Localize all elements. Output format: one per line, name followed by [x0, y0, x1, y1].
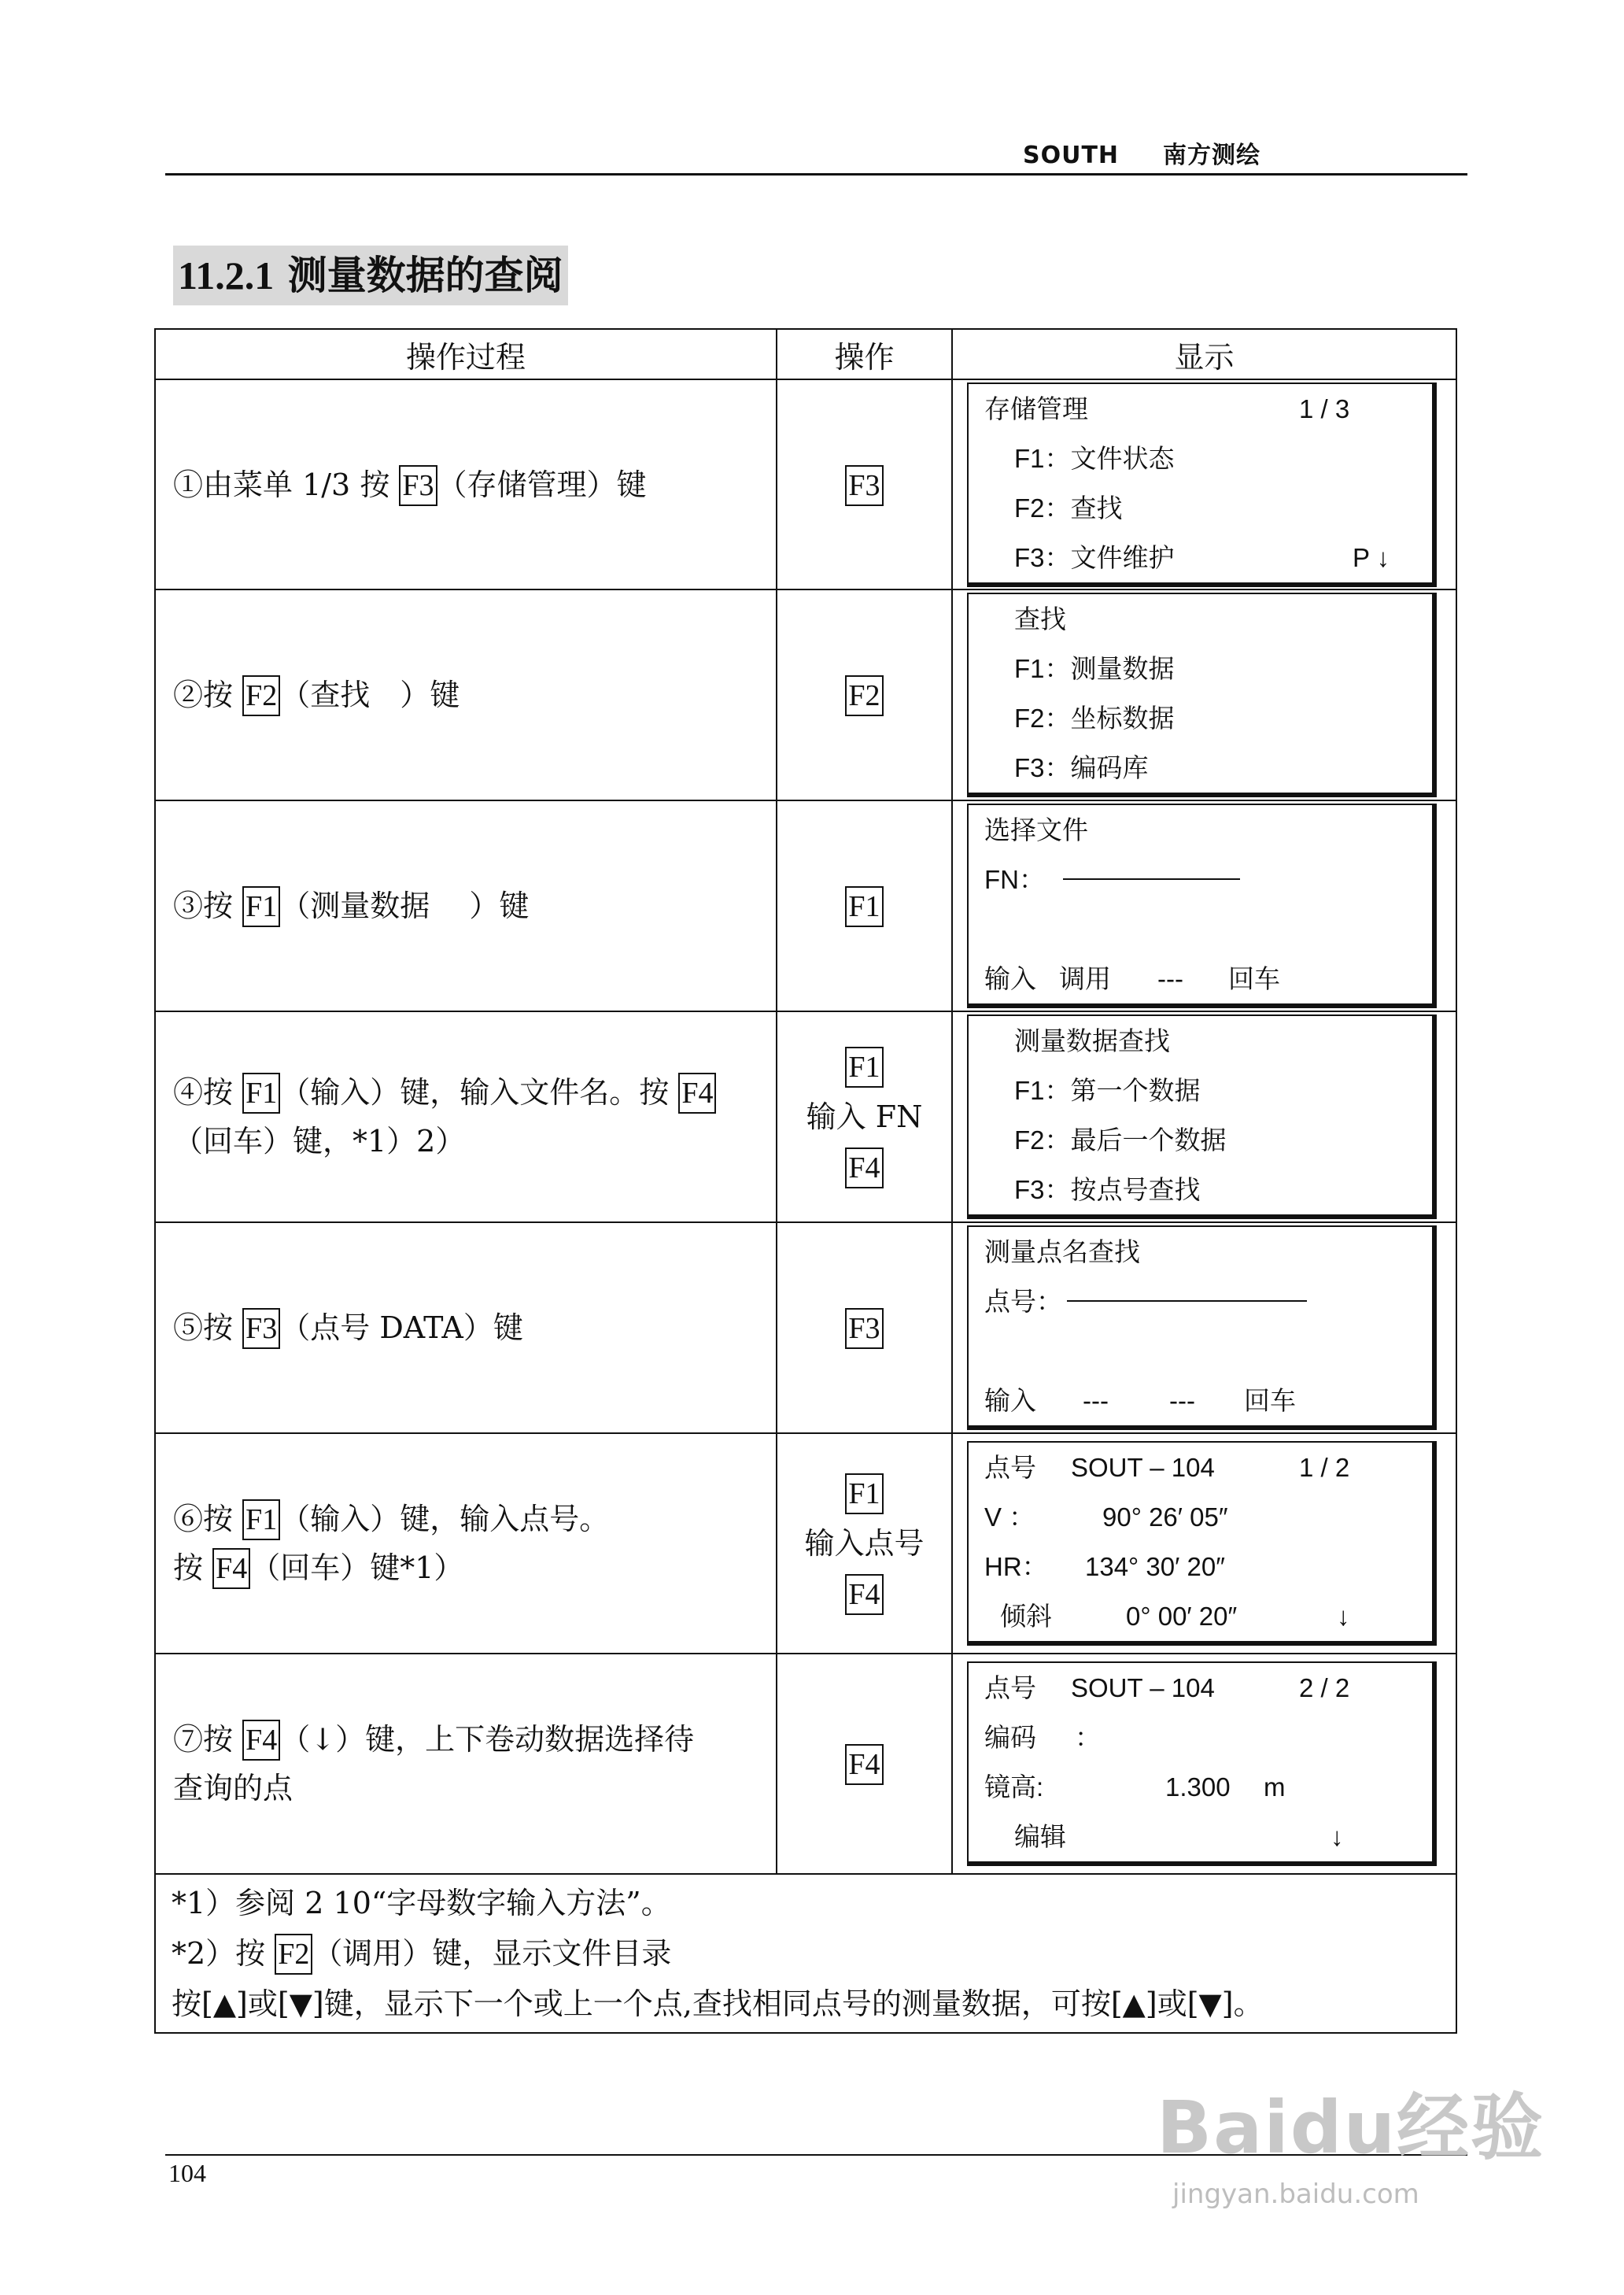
step-1-operation — [777, 379, 952, 589]
step-7-operation — [777, 1654, 952, 1874]
f4-key-icon: F4 — [212, 1548, 250, 1589]
f3-key-icon: F3 — [399, 465, 437, 506]
page-number: 104 — [168, 2159, 206, 2187]
step-4-display — [952, 1011, 1456, 1222]
table-row — [155, 1222, 1456, 1433]
f3-key-icon: F3 — [845, 1308, 883, 1349]
f1-key-icon: F1 — [845, 886, 883, 927]
baidu-paw-icon: Baidu经验 — [1157, 2086, 1545, 2170]
col-header-operation: 操作 — [777, 329, 952, 379]
filename-blank — [1063, 855, 1240, 880]
lcd-screen: 存储管理 1 / 3 F1：文件状态 F2：查找 F3：文件维护 P ↓ — [967, 382, 1437, 587]
f2-key-icon: F2 — [275, 1934, 312, 1975]
note-2: *2）按 F2 （调用）键，显示文件目录 — [172, 1928, 1440, 1979]
table-row — [155, 379, 1456, 589]
operation-table — [154, 328, 1457, 2034]
step-3-process: ③按 F1 （测量数据 ）键 — [155, 800, 777, 1011]
notes-cell — [155, 1874, 1456, 2033]
step-7-process: ⑦按 F4 （↓）键，上下卷动数据选择待 查询的点 — [155, 1654, 777, 1874]
page-header — [1023, 135, 1260, 170]
header-brand-cn: 南方测绘 — [1163, 142, 1261, 169]
step-4-process: ④按 F1 （输入）键，输入文件名。按 F4 （回车）键，*1）2） — [155, 1011, 777, 1222]
f4-key-icon: F4 — [678, 1073, 716, 1114]
step-2-process: ②按 F2 （查找 ）键 — [155, 589, 777, 800]
step-2-operation — [777, 589, 952, 800]
step-4-operation: F1 输入 FN F4 — [777, 1011, 952, 1222]
step-1-process: ①由菜单 1/3 按 F3 （存储管理）键 — [155, 379, 777, 589]
step-1-display — [952, 379, 1456, 589]
lcd-screen: 点号 SOUT – 104 1 / 2 V ： 90° 26′ 05″ HR： 134° 30′ 20″ 倾斜 0° 00′ 20″ ↓ — [967, 1441, 1437, 1646]
f4-key-icon: F4 — [845, 1574, 883, 1615]
section-number: 11.2.1 — [178, 253, 275, 298]
point-number-blank — [1067, 1277, 1307, 1302]
f4-key-icon: F4 — [845, 1148, 883, 1188]
f3-key-icon: F3 — [242, 1308, 280, 1349]
f1-key-icon: F1 — [242, 1499, 280, 1540]
note-3: 按[▲]或[▼]键，显示下一个或上一个点,查找相同点号的测量数据，可按[▲]或[▼]。 — [172, 1986, 1264, 2021]
step-2-display — [952, 589, 1456, 800]
f1-key-icon: F1 — [242, 1073, 280, 1114]
watermark-url: jingyan.baidu.com — [1172, 2179, 1419, 2210]
table-row — [155, 1654, 1456, 1874]
table-row — [155, 1011, 1456, 1222]
section-title-text: 测量数据的查阅 — [287, 252, 563, 298]
f2-key-icon: F2 — [845, 675, 883, 716]
f3-key-icon: F3 — [845, 465, 883, 506]
step-6-display — [952, 1433, 1456, 1654]
header-brand-en: SOUTH — [1023, 142, 1120, 169]
step-5-operation — [777, 1222, 952, 1433]
header-rule — [165, 173, 1467, 176]
watermark — [1157, 2070, 1545, 2210]
table-row — [155, 800, 1456, 1011]
table-notes-row — [155, 1874, 1456, 2033]
lcd-screen: 测量点名查找 点号： 输入 --- --- 回车 — [967, 1225, 1437, 1430]
f1-key-icon: F1 — [845, 1473, 883, 1514]
table-row — [155, 589, 1456, 800]
step-5-process: ⑤按 F3 （点号 DATA）键 — [155, 1222, 777, 1433]
table-row — [155, 1433, 1456, 1654]
f1-key-icon: F1 — [242, 886, 280, 927]
step-5-display — [952, 1222, 1456, 1433]
f4-key-icon: F4 — [845, 1744, 883, 1785]
lcd-screen: 点号 SOUT – 104 2 / 2 编码 ： 镜高: 1.300 m 编辑 ↓ — [967, 1661, 1437, 1866]
f4-key-icon: F4 — [242, 1720, 280, 1761]
col-header-display: 显示 — [952, 329, 1456, 379]
step-3-display — [952, 800, 1456, 1011]
note-1: *1）参阅 2 10“字母数字输入方法”。 — [172, 1886, 671, 1920]
lcd-screen: 查找 F1：测量数据 F2：坐标数据 F3：编码库 — [967, 593, 1437, 797]
lcd-screen: 测量数据查找 F1：第一个数据 F2：最后一个数据 F3：按点号查找 — [967, 1014, 1437, 1219]
lcd-screen: 选择文件 FN： 输入 调用 --- 回车 — [967, 804, 1437, 1008]
section-title — [173, 246, 568, 305]
col-header-process: 操作过程 — [155, 329, 777, 379]
f1-key-icon: F1 — [845, 1047, 883, 1088]
step-6-operation: F1 输入点号 F4 — [777, 1433, 952, 1654]
table-header-row — [155, 329, 1456, 379]
f2-key-icon: F2 — [242, 675, 280, 716]
step-6-process: ⑥按 F1 （输入）键，输入点号。 按 F4 （回车）键*1） — [155, 1433, 777, 1654]
step-7-display — [952, 1654, 1456, 1874]
step-3-operation — [777, 800, 952, 1011]
